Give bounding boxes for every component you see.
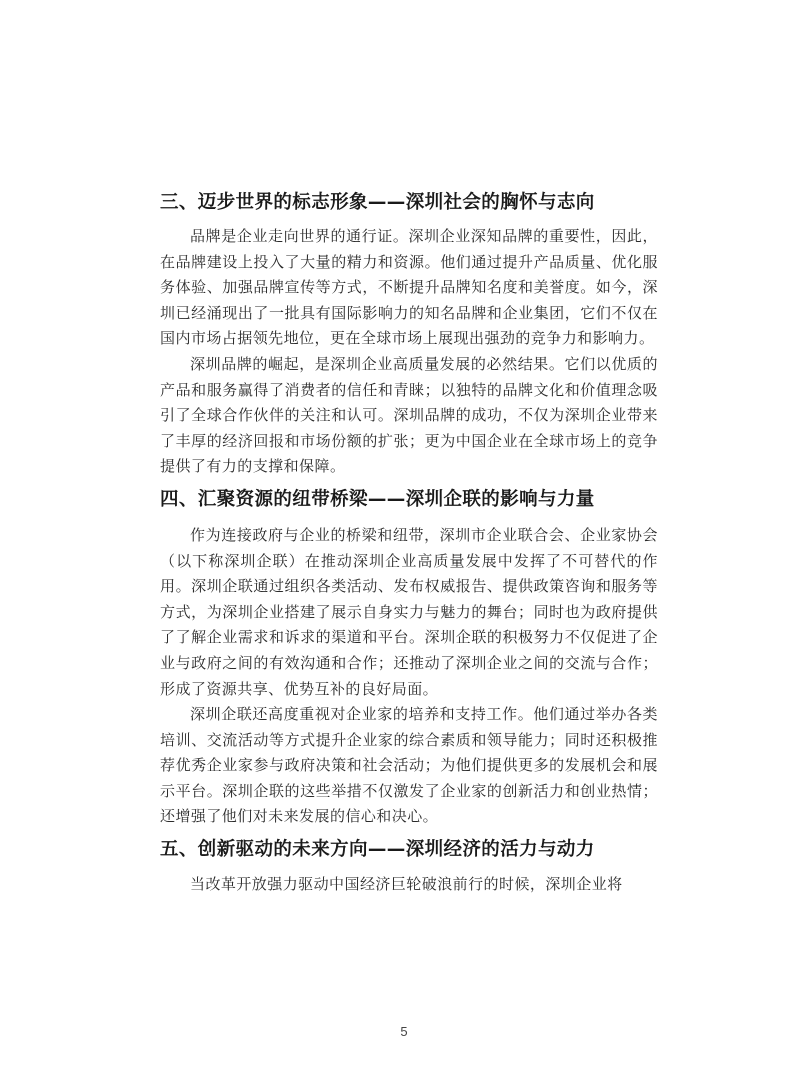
document-body [160, 188, 658, 898]
section-heading-5: 五、创新驱动的未来方向——深圳经济的活力与动力 [160, 839, 595, 861]
section-4-paragraph-1: 作为连接政府与企业的桥梁和纽带，深圳市企业联合会、企业家协会（以下称深圳企联）在推动深圳企业高质量发展中发挥了不可替代的作用。深圳企联通过组织各类活动、发布权威报告、提供政策咨询和服务等方式，为深圳企业搭建了展示自身实力与魅力的舞台；同时也为政府提供了了解企业需求和诉求的渠道和平台。深圳企联的积极努力不仅促进了企业与政府之间的有效沟通和合作；还推动了深圳企业之间的交流与合作；形成了资源共享、优势互补的良好局面。 [160, 525, 658, 698]
section-3-paragraph-1: 品牌是企业走向世界的通行证。深圳企业深知品牌的重要性，因此，在品牌建设上投入了大量的精力和资源。他们通过提升产品质量、优化服务体验、加强品牌宣传等方式，不断提升品牌知名度和美誉度。如今，深圳已经涌现出了一批具有国际影响力的知名品牌和企业集团，它们不仅在国内市场占据领先地位，更在全球市场上展现出强劲的竞争力和影响力。 [160, 227, 658, 348]
section-heading-4: 四、汇聚资源的纽带桥梁——深圳企联的影响与力量 [160, 488, 595, 510]
section-3-paragraph-2: 深圳品牌的崛起，是深圳企业高质量发展的必然结果。它们以优质的产品和服务赢得了消费者的信任和青睐；以独特的品牌文化和价值理念吸引了全球合作伙伴的关注和认可。深圳品牌的成功，不仅为深圳企业带来了丰厚的经济回报和市场份额的扩张；更为中国企业在全球市场上的竞争提供了有力的支撑和保障。 [160, 354, 658, 476]
section-heading-3: 三、迈步世界的标志形象——深圳社会的胸怀与志向 [160, 192, 595, 213]
section-5-paragraph-1: 当改革开放强力驱动中国经济巨轮破浪前行的时候，深圳企业将 [190, 875, 623, 894]
section-4-paragraph-2: 深圳企联还高度重视对企业家的培养和支持工作。他们通过举办各类培训、交流活动等方式提升企业家的综合素质和领导能力；同时还积极推荐优秀企业家参与政府决策和社会活动；为他们提供更多的发展机会和展示平台。深圳企联的这些举措不仅激发了企业家的创新活力和创业热情；还增强了他们对未来发展的信心和决心。 [160, 705, 658, 826]
page-number: 5 [400, 1024, 408, 1039]
